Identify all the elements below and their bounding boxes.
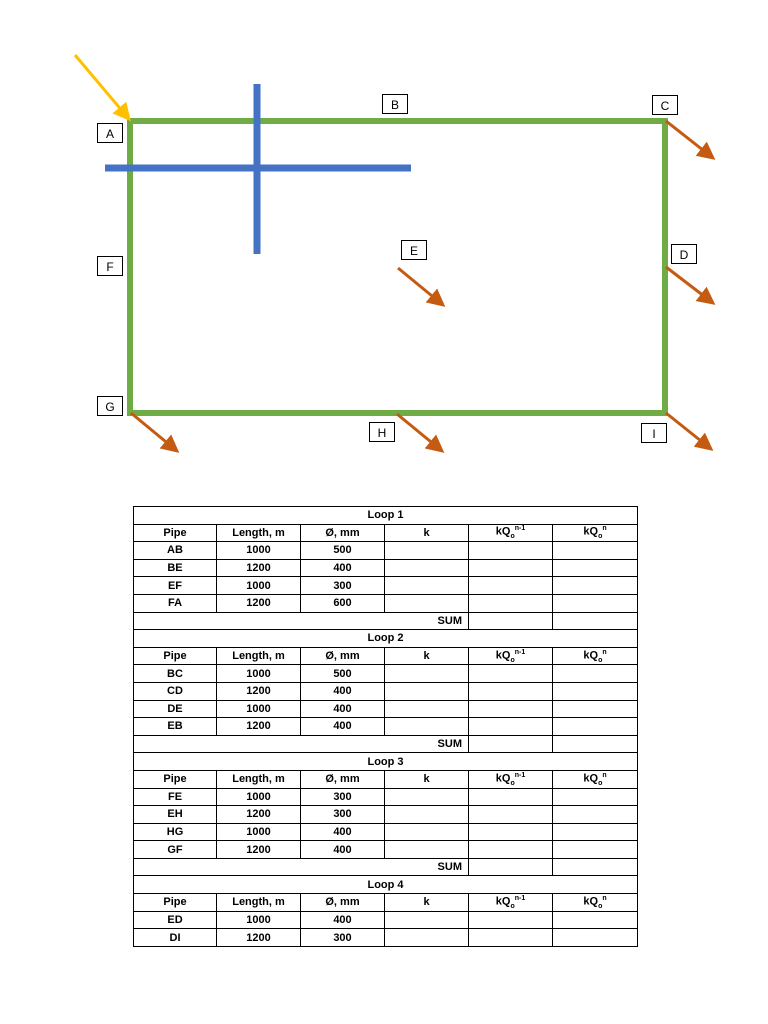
k-cell[interactable]: [385, 577, 469, 595]
outflow-arrow-g: [131, 413, 177, 451]
sum-kq-n-cell[interactable]: [553, 612, 638, 630]
header-pipe: Pipe: [134, 770, 217, 788]
header-kqn-main: kQ: [583, 895, 599, 908]
header-row: [134, 894, 638, 912]
outflow-arrow-e: [398, 268, 443, 305]
table-row: [134, 577, 638, 595]
header-kq-n: [553, 647, 638, 665]
loop-title: Loop 3: [134, 753, 638, 771]
table-row: [134, 788, 638, 806]
loop-title: Loop 2: [134, 630, 638, 648]
kq-n-cell[interactable]: [553, 788, 638, 806]
header-kqn-sub: o: [598, 656, 603, 664]
diameter-cell: 500: [301, 665, 385, 683]
header-kq-main: kQ: [495, 649, 511, 662]
diameter-cell: 300: [301, 788, 385, 806]
k-cell[interactable]: [385, 806, 469, 824]
header-kq-sup: n-1: [514, 894, 526, 902]
diameter-cell: 400: [301, 841, 385, 859]
k-cell[interactable]: [385, 911, 469, 929]
table-row: [134, 841, 638, 859]
k-cell[interactable]: [385, 788, 469, 806]
header-kq-sub: o: [510, 779, 515, 787]
kq-n-minus-1-cell[interactable]: [469, 559, 553, 577]
header-kq-sup: n-1: [514, 771, 526, 779]
pipe-cell: EH: [134, 806, 217, 824]
kq-n-minus-1-cell[interactable]: [469, 911, 553, 929]
kq-n-minus-1-cell[interactable]: [469, 665, 553, 683]
node-label-b: B: [382, 94, 408, 114]
header-kq-sup: n-1: [514, 525, 526, 533]
k-cell[interactable]: [385, 594, 469, 612]
node-label-d: D: [671, 244, 697, 264]
table-row: [134, 542, 638, 560]
kq-n-cell[interactable]: [553, 806, 638, 824]
loop-calculation-table: [133, 506, 637, 947]
pipe-cell: AB: [134, 542, 217, 560]
header-kq-sub: o: [510, 656, 515, 664]
header-kq-n: [553, 524, 638, 542]
header-diameter: Ø, mm: [301, 647, 385, 665]
header-diameter: Ø, mm: [301, 770, 385, 788]
diameter-cell: 300: [301, 929, 385, 947]
kq-n-cell[interactable]: [553, 577, 638, 595]
pipe-cell: EB: [134, 718, 217, 736]
kq-n-cell[interactable]: [553, 682, 638, 700]
loop-title-row: [134, 876, 638, 894]
node-label-a: A: [97, 123, 123, 143]
loop-title-row: [134, 630, 638, 648]
header-k: k: [385, 894, 469, 912]
kq-n-minus-1-cell[interactable]: [469, 823, 553, 841]
sum-kq-n-minus-1-cell[interactable]: [469, 612, 553, 630]
diameter-cell: 300: [301, 577, 385, 595]
kq-n-cell[interactable]: [553, 911, 638, 929]
kq-n-cell[interactable]: [553, 718, 638, 736]
kq-n-minus-1-cell[interactable]: [469, 806, 553, 824]
pipe-cell: FA: [134, 594, 217, 612]
k-cell[interactable]: [385, 841, 469, 859]
header-kq-sup: n-1: [514, 648, 526, 656]
loop-title-row: [134, 507, 638, 525]
diameter-cell: 400: [301, 682, 385, 700]
header-kqn-sup: n: [602, 648, 607, 656]
header-kqn-sub: o: [598, 902, 603, 910]
header-pipe: Pipe: [134, 894, 217, 912]
table-row: [134, 806, 638, 824]
header-kqn-main: kQ: [583, 772, 599, 785]
header-kq-n: [553, 894, 638, 912]
sum-row: [134, 858, 638, 876]
pipe-cell: CD: [134, 682, 217, 700]
table-row: [134, 559, 638, 577]
table-row: [134, 665, 638, 683]
node-label-h: H: [369, 422, 395, 442]
length-cell: 1000: [217, 823, 301, 841]
header-kqn-main: kQ: [583, 526, 599, 539]
sum-label: SUM: [134, 858, 469, 876]
node-label-f: F: [97, 256, 123, 276]
diameter-cell: 300: [301, 806, 385, 824]
sum-kq-n-cell[interactable]: [553, 735, 638, 753]
outflow-arrow-c: [666, 121, 713, 158]
inflow-arrow: [75, 55, 129, 119]
length-cell: 1200: [217, 806, 301, 824]
kq-n-cell[interactable]: [553, 665, 638, 683]
sum-row: [134, 735, 638, 753]
kq-n-cell[interactable]: [553, 559, 638, 577]
header-kq-n-minus-1: [469, 647, 553, 665]
kq-n-minus-1-cell[interactable]: [469, 841, 553, 859]
length-cell: 1200: [217, 559, 301, 577]
table-row: [134, 911, 638, 929]
diameter-cell: 500: [301, 542, 385, 560]
diameter-cell: 400: [301, 718, 385, 736]
length-cell: 1000: [217, 542, 301, 560]
table-row: [134, 823, 638, 841]
header-kq-n-minus-1: [469, 770, 553, 788]
length-cell: 1000: [217, 700, 301, 718]
header-diameter: Ø, mm: [301, 894, 385, 912]
k-cell[interactable]: [385, 718, 469, 736]
length-cell: 1200: [217, 682, 301, 700]
table-row: [134, 700, 638, 718]
header-kq-sub: o: [510, 902, 515, 910]
pipe-cell: BC: [134, 665, 217, 683]
length-cell: 1200: [217, 718, 301, 736]
header-kqn-sub: o: [598, 533, 603, 541]
header-pipe: Pipe: [134, 524, 217, 542]
header-kq-n: [553, 770, 638, 788]
header-kq-main: kQ: [495, 895, 511, 908]
length-cell: 1200: [217, 841, 301, 859]
header-kqn-main: kQ: [583, 649, 599, 662]
header-row: [134, 647, 638, 665]
header-k: k: [385, 524, 469, 542]
kq-n-cell[interactable]: [553, 823, 638, 841]
diameter-cell: 400: [301, 911, 385, 929]
header-row: [134, 524, 638, 542]
kq-n-minus-1-cell[interactable]: [469, 700, 553, 718]
table-row: [134, 682, 638, 700]
pipe-cell: GF: [134, 841, 217, 859]
diameter-cell: 400: [301, 823, 385, 841]
outflow-arrow-i: [666, 413, 711, 449]
kq-n-cell[interactable]: [553, 700, 638, 718]
loop-title: Loop 1: [134, 507, 638, 525]
header-kqn-sub: o: [598, 779, 603, 787]
kq-n-minus-1-cell[interactable]: [469, 788, 553, 806]
kq-n-cell[interactable]: [553, 929, 638, 947]
k-cell[interactable]: [385, 542, 469, 560]
pipe-cell: EF: [134, 577, 217, 595]
header-k: k: [385, 770, 469, 788]
table-row: [134, 929, 638, 947]
header-kqn-sup: n: [602, 525, 607, 533]
kq-n-cell[interactable]: [553, 542, 638, 560]
k-cell[interactable]: [385, 929, 469, 947]
length-cell: 1000: [217, 665, 301, 683]
loop-title-row: [134, 753, 638, 771]
diameter-cell: 600: [301, 594, 385, 612]
node-label-g: G: [97, 396, 123, 416]
node-label-c: C: [652, 95, 678, 115]
kq-n-minus-1-cell[interactable]: [469, 577, 553, 595]
header-kq-n-minus-1: [469, 524, 553, 542]
header-kq-sub: o: [510, 533, 515, 541]
length-cell: 1200: [217, 594, 301, 612]
length-cell: 1200: [217, 929, 301, 947]
pipe-cell: HG: [134, 823, 217, 841]
kq-n-minus-1-cell[interactable]: [469, 929, 553, 947]
header-kqn-sup: n: [602, 771, 607, 779]
header-kq-main: kQ: [495, 772, 511, 785]
header-length: Length, m: [217, 894, 301, 912]
outflow-arrow-h: [397, 414, 442, 451]
node-label-e: E: [401, 240, 427, 260]
pipe-cell: DE: [134, 700, 217, 718]
k-cell[interactable]: [385, 700, 469, 718]
length-cell: 1000: [217, 788, 301, 806]
header-row: [134, 770, 638, 788]
sum-kq-n-minus-1-cell[interactable]: [469, 735, 553, 753]
pipe-cell: ED: [134, 911, 217, 929]
sum-kq-n-cell[interactable]: [553, 858, 638, 876]
header-pipe: Pipe: [134, 647, 217, 665]
sum-kq-n-minus-1-cell[interactable]: [469, 858, 553, 876]
k-cell[interactable]: [385, 665, 469, 683]
loop-title: Loop 4: [134, 876, 638, 894]
node-label-i: I: [641, 423, 667, 443]
pipe-network-diagram: [0, 0, 768, 470]
diameter-cell: 400: [301, 700, 385, 718]
header-kqn-sup: n: [602, 894, 607, 902]
header-length: Length, m: [217, 524, 301, 542]
header-length: Length, m: [217, 647, 301, 665]
kq-n-minus-1-cell[interactable]: [469, 542, 553, 560]
pipe-cell: DI: [134, 929, 217, 947]
k-cell[interactable]: [385, 559, 469, 577]
loop-table: [133, 506, 638, 947]
length-cell: 1000: [217, 911, 301, 929]
sum-label: SUM: [134, 735, 469, 753]
table-row: [134, 718, 638, 736]
header-kq-main: kQ: [495, 526, 511, 539]
length-cell: 1000: [217, 577, 301, 595]
sum-row: [134, 612, 638, 630]
header-diameter: Ø, mm: [301, 524, 385, 542]
kq-n-minus-1-cell[interactable]: [469, 718, 553, 736]
header-k: k: [385, 647, 469, 665]
kq-n-minus-1-cell[interactable]: [469, 594, 553, 612]
kq-n-cell[interactable]: [553, 841, 638, 859]
kq-n-minus-1-cell[interactable]: [469, 682, 553, 700]
header-length: Length, m: [217, 770, 301, 788]
sum-label: SUM: [134, 612, 469, 630]
header-kq-n-minus-1: [469, 894, 553, 912]
k-cell[interactable]: [385, 823, 469, 841]
table-row: [134, 594, 638, 612]
k-cell[interactable]: [385, 682, 469, 700]
pipe-cell: BE: [134, 559, 217, 577]
pipe-cell: FE: [134, 788, 217, 806]
kq-n-cell[interactable]: [553, 594, 638, 612]
diameter-cell: 400: [301, 559, 385, 577]
outflow-arrow-d: [666, 267, 713, 303]
